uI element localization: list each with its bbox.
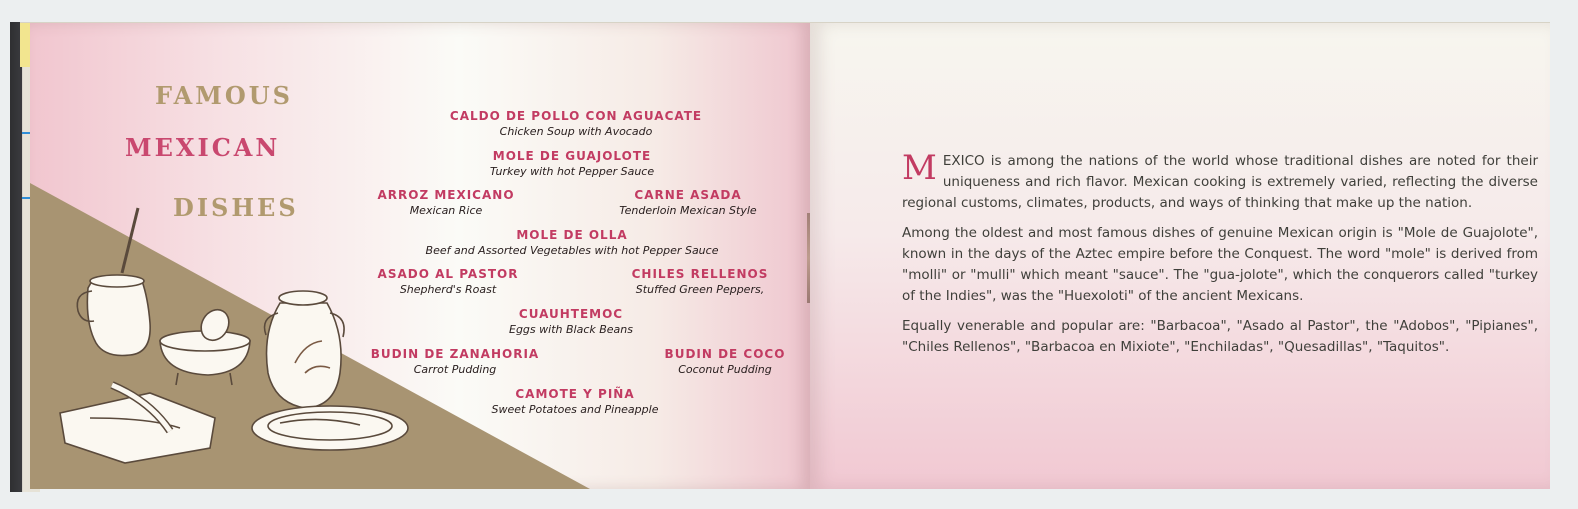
dish-name: CHILES RELLENOS: [631, 267, 769, 281]
drop-cap: M: [902, 148, 937, 188]
dish-description: Beef and Assorted Vegetables with hot Pepper Sauce: [425, 244, 719, 257]
dish-item: [490, 149, 654, 178]
dish-item: [492, 387, 659, 416]
dish-description: Carrot Pudding: [413, 363, 497, 376]
dish-description: Tenderloin Mexican Style: [619, 204, 757, 217]
dish-item: [426, 228, 719, 257]
dish-item: [378, 267, 519, 296]
intro-text: [902, 148, 1538, 367]
dish-item: [632, 267, 769, 296]
dish-description: Shepherd's Roast: [399, 283, 497, 296]
dish-name: BUDIN DE COCO: [664, 347, 786, 361]
dish-name: CARNE ASADA: [634, 188, 742, 202]
dish-description: Mexican Rice: [409, 204, 483, 217]
dish-name: ARROZ MEXICANO: [377, 188, 515, 202]
dish-description: Sweet Potatoes and Pineapple: [491, 403, 659, 416]
dish-item: [371, 347, 539, 376]
dish-item: [665, 347, 786, 376]
dish-name: CAMOTE Y PIÑA: [515, 387, 635, 401]
dish-name: ASADO AL PASTOR: [377, 267, 519, 281]
right-page: [810, 23, 1550, 489]
intro-paragraph-2: Among the oldest and most famous dishes of genuine Mexican origin is "Mole de Guajolote", known in the days of the Aztec empire before the Conquest. The word "mole" is derived from "molli" or "mulli" which meant "sauce". The "gua-jolote", which the conquerors called "turkey of the Indies", was the "Huexoloti" of the ancient Mexicans.: [902, 225, 1538, 304]
intro-paragraph-1: MEXICO is among the nations of the world whose traditional dishes are noted for their uniqueness and rich flavor. Mexican cooking is extremely varied, reflecting the diverse regional customs, climates, products, and ways of thinking that make up the nation.: [902, 148, 1538, 211]
dish-item: [509, 307, 633, 336]
dish-item: [450, 109, 702, 138]
title-line-dishes: DISHES: [173, 193, 299, 222]
dish-name: MOLE DE GUAJOLOTE: [492, 149, 652, 163]
dish-name: BUDIN DE ZANAHORIA: [370, 347, 540, 361]
dish-description: Chicken Soup with Avocado: [499, 125, 653, 138]
title-line-mexican: MEXICAN: [125, 133, 281, 162]
dish-name: CUAUHTEMOC: [518, 307, 624, 321]
dish-description: Coconut Pudding: [678, 363, 772, 376]
dish-description: Turkey with hot Pepper Sauce: [489, 165, 655, 178]
dish-name: MOLE DE OLLA: [516, 228, 628, 242]
booklet-spread: [20, 22, 1550, 489]
left-page: [30, 23, 810, 489]
dish-description: Stuffed Green Peppers,: [635, 283, 765, 296]
title-line-famous: FAMOUS: [155, 81, 293, 110]
intro-paragraph-3: Equally venerable and popular are: "Barbacoa", "Asado al Pastor", the "Adobos", "Pipianes", "Chiles Rellenos", "Barbacoa en Mixiote", "Enchiladas", "Quesadillas", "Taquitos".: [902, 318, 1538, 355]
dish-item: [619, 188, 756, 217]
dish-item: [377, 188, 514, 217]
dish-name: CALDO DE POLLO CON AGUACATE: [449, 109, 703, 123]
dish-description: Eggs with Black Beans: [509, 323, 633, 336]
